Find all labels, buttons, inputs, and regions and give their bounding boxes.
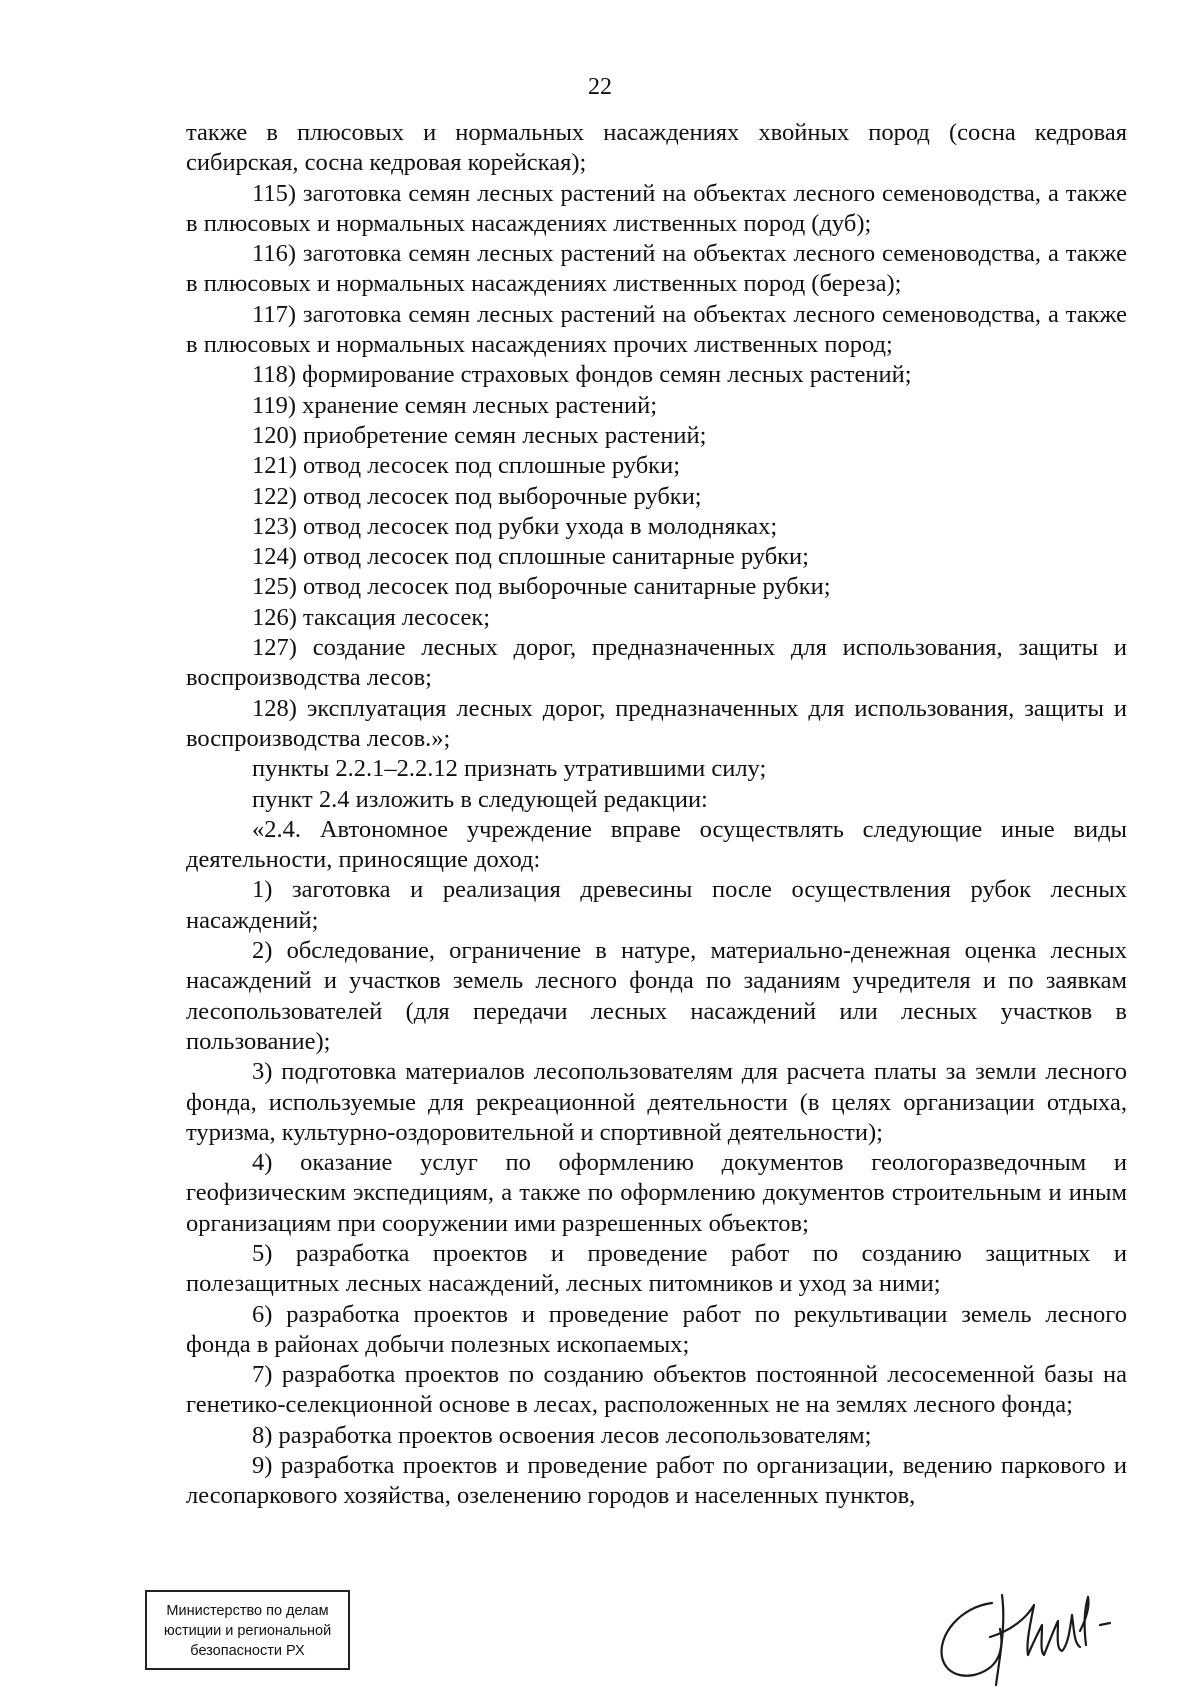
paragraph: 116) заготовка семян лесных растений на объектах лесного семеноводства, а также в плюсовых и нормальных насаждениях лиственных пород (береза); xyxy=(186,240,1127,298)
paragraph: 5) разработка проектов и проведение работ по созданию защитных и полезащитных лесных насаждений, лесных питомников и уход за ними; xyxy=(186,1239,1127,1298)
paragraph: 9) разработка проектов и проведение работ по организации, ведению паркового и лесопаркового хозяйства, озеленению городов и населенных пунктов, xyxy=(186,1452,1127,1510)
paragraph: также в плюсовых и нормальных насаждениях хвойных пород (сосна кедровая сибирская, сосна кедровая корейская); xyxy=(186,119,1127,177)
paragraph: 123) отвод лесосек под рубки ухода в молодняках; xyxy=(252,512,778,540)
paragraph: 126) таксация лесосек; xyxy=(252,603,491,631)
paragraph: «2.4. Автономное учреждение вправе осуществлять следующие иные виды деятельности, приносящие доход: xyxy=(186,815,1127,874)
paragraph: 118) формирование страховых фондов семян лесных растений; xyxy=(252,361,912,389)
paragraph: 120) приобретение семян лесных растений; xyxy=(252,421,707,449)
paragraph: 8) разработка проектов освоения лесов лесопользователям; xyxy=(252,1421,872,1449)
handwritten-signature xyxy=(930,1585,1130,1690)
paragraph: пункты 2.2.1–2.2.12 признать утратившими силу; xyxy=(252,755,767,783)
stamp-line: юстиции и региональной xyxy=(163,1623,332,1639)
stamp-line: Министерство по делам xyxy=(166,1603,329,1619)
paragraph: 4) оказание услуг по оформлению документов геологоразведочным и геофизическим экспедициям, а также по оформлению документов строительным и иным организациям при сооружении ими разрешенных объектов; xyxy=(186,1149,1127,1237)
paragraph: 121) отвод лесосек под сплошные рубки; xyxy=(252,452,681,480)
paragraph: 124) отвод лесосек под сплошные санитарные рубки; xyxy=(252,543,809,571)
document-body xyxy=(186,118,1127,1512)
paragraph: 3) подготовка материалов лесопользователям для расчета платы за земли лесного фонда, используемые для рекреационной деятельности (в целях организации отдыха, туризма, культурно-оздоровительной и спортивной деятельности); xyxy=(186,1058,1127,1146)
paragraph: 7) разработка проектов по созданию объектов постоянной лесосеменной базы на генетико-селекционной основе в лесах, расположенных не на землях лесного фонда; xyxy=(186,1361,1127,1419)
paragraph: 6) разработка проектов и проведение работ по рекультивации земель лесного фонда в районах добычи полезных ископаемых; xyxy=(186,1300,1127,1358)
paragraph: 122) отвод лесосек под выборочные рубки; xyxy=(252,482,702,510)
page-number: 22 xyxy=(588,74,612,100)
paragraph: 115) заготовка семян лесных растений на объектах лесного семеноводства, а также в плюсовых и нормальных насаждениях лиственных пород (дуб); xyxy=(186,179,1127,237)
paragraph: 2) обследование, ограничение в натуре, материально-денежная оценка лесных насаждений и участков земель лесного фонда по заданиям учредителя и по заявкам лесопользователей (для передачи лесных насаждений или лесных участков в пользование); xyxy=(186,937,1127,1055)
paragraph: 125) отвод лесосек под выборочные санитарные рубки; xyxy=(252,573,831,601)
stamp-line: безопасности РХ xyxy=(190,1643,305,1659)
ministry-stamp xyxy=(145,1590,350,1670)
paragraph: 128) эксплуатация лесных дорог, предназначенных для использования, защиты и воспроизводства лесов.»; xyxy=(186,694,1127,752)
paragraph: 1) заготовка и реализация древесины после осуществления рубок лесных насаждений; xyxy=(186,876,1127,934)
paragraph: 117) заготовка семян лесных растений на объектах лесного семеноводства, а также в плюсовых и нормальных насаждениях прочих лиственных пород; xyxy=(186,300,1127,359)
paragraph: 119) хранение семян лесных растений; xyxy=(252,391,658,419)
paragraph: 127) создание лесных дорог, предназначенных для использования, защиты и воспроизводства лесов; xyxy=(186,634,1127,692)
paragraph: пункт 2.4 изложить в следующей редакции: xyxy=(252,785,708,813)
